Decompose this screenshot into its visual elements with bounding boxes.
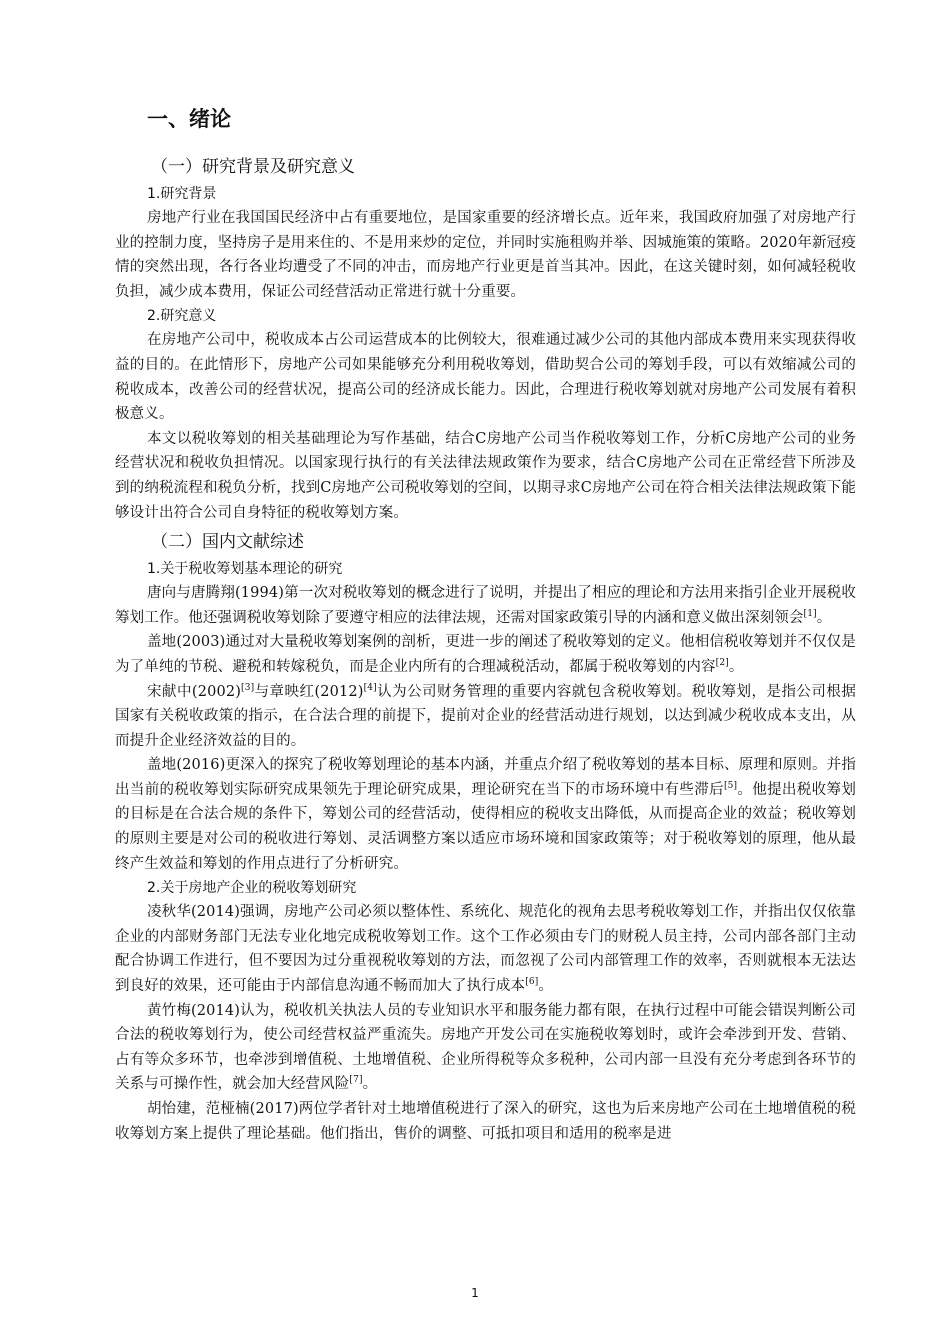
subsection-title: 1.关于税收筹划基本理论的研究 — [147, 561, 343, 578]
body-paragraph: 盖地(2003)通过对大量税收筹划案例的剖析，更进一步的阐述了税收筹划的定义。他相信税收筹划并不仅仅是为了单纯的节税、避税和转嫁税负，而是企业内所有的合理减税活动，都属于税收筹划的内容[2]。 — [115, 634, 856, 675]
citation: [4] — [363, 682, 377, 693]
citation: [7] — [349, 1075, 363, 1086]
citation: [6] — [525, 977, 539, 988]
page-number: 1 — [471, 1286, 479, 1300]
body-paragraph: 唐向与唐腾翔(1994)第一次对税收筹划的概念进行了说明，并提出了相应的理论和方法用来指引企业开展税收筹划工作。他还强调税收筹划除了要遵守相应的法律法规，还需对国家政策引导的内涵和意义做出深刻领会[1]。 — [115, 585, 856, 626]
citation: [3] — [241, 682, 255, 693]
body-paragraph: 凌秋华(2014)强调，房地产公司必须以整体性、系统化、规范化的视角去思考税收筹划工作，并指出仅仅依靠企业的内部财务部门无法专业化地完成税收筹划工作。这个工作必须由专门的财税人员主持，公司内部各部门主动配合协调工作进行，但不要因为过分重视税收筹划的方法，而忽视了公司内部管理工作的效率，否则就根本无法达到良好的效果，还可能由于内部信息沟通不畅而加大了执行成本[6]。 — [115, 904, 856, 995]
section-title: （二）国内文献综述 — [151, 532, 304, 553]
body-paragraph: 房地产行业在我国国民经济中占有重要地位，是国家重要的经济增长点。近年来，我国政府加强了对房地产行业的控制力度，坚持房子是用来住的、不是用来炒的定位，并同时实施租购并举、因城施策的策略。2020年新冠疫情的突然出现，各行各业均遭受了不同的冲击，而房地产行业更是首当其冲。因此，在这关键时刻，如何减轻税收负担，减少成本费用，保证公司经营活动正常进行就十分重要。 — [115, 210, 856, 300]
page-body — [115, 104, 856, 1146]
chapter-title: 一、绪论 — [147, 107, 231, 131]
body-paragraph: 胡怡建，范桠楠(2017)两位学者针对土地增值税进行了深入的研究，这也为后来房地产公司在土地增值税的税收筹划方案上提供了理论基础。他们指出，售价的调整、可抵扣项目和适用的税率是进 — [115, 1101, 856, 1142]
subsection-title: 2.关于房地产企业的税收筹划研究 — [147, 880, 357, 897]
citation: [5] — [723, 780, 738, 791]
section-title: （一）研究背景及研究意义 — [151, 157, 355, 177]
citation: [2] — [715, 657, 729, 668]
body-paragraph: 宋献中(2002)[3]与章映红(2012)[4]认为公司财务管理的重要内容就包含税收筹划。税收筹划，是指公司根据国家有关税收政策的指示，在合法合理的前提下，提前对企业的经营活动进行规划，以达到减少税收成本支出，从而提升企业经济效益的目的。 — [115, 682, 856, 749]
body-paragraph: 盖地(2016)更深入的探究了税收筹划理论的基本内涵，并重点介绍了税收筹划的基本目标、原理和原则。并指出当前的税收筹划实际研究成果领先于理论研究成果，理论研究在当下的市场环境中有些滞后[5]。他提出税收筹划的目标是在合法合规的条件下，筹划公司的经营活动，使得相应的税收支出降低，从而提高企业的效益；税收筹划的原则主要是对公司的税收进行筹划、灵活调整方案以适应市场环境和国家政策等；对于税收筹划的原理，他从最终产生效益和筹划的作用点进行了分析研究。 — [115, 757, 856, 872]
body-paragraph: 黄竹梅(2014)认为，税收机关执法人员的专业知识水平和服务能力都有限，在执行过程中可能会错误判断公司合法的税收筹划行为，使公司经营权益严重流失。房地产开发公司在实施税收筹划时，或许会牵涉到开发、营销、占有等众多环节，也牵涉到增值税、土地增值税、企业所得税等众多税种，公司内部一旦没有充分考虑到各环节的关系与可操作性，就会加大经营风险[7]。 — [115, 1002, 856, 1093]
body-paragraph: 本文以税收筹划的相关基础理论为写作基础，结合C房地产公司当作税收筹划工作，分析C房地产公司的业务经营状况和税收负担情况。以国家现行执行的有关法律法规政策作为要求，结合C房地产公司在正常经营下所涉及到的纳税流程和税负分析，找到C房地产公司税收筹划的空间，以期寻求C房地产公司在符合相关法律法规政策下能够设计出符合公司自身特征的税收筹划方案。 — [115, 430, 856, 521]
citation: [1] — [803, 608, 817, 619]
body-paragraph: 在房地产公司中，税收成本占公司运营成本的比例较大，很难通过减少公司的其他内部成本费用来实现获得收益的目的。在此情形下，房地产公司如果能够充分利用税收筹划，借助契合公司的筹划手段，可以有效缩减公司的税收成本，改善公司的经营状况，提高公司的经济成长能力。因此，合理进行税收筹划就对房地产公司发展有着积极意义。 — [115, 332, 856, 423]
subsection-title: 1.研究背景 — [147, 186, 217, 202]
subsection-title: 2.研究意义 — [147, 308, 217, 325]
